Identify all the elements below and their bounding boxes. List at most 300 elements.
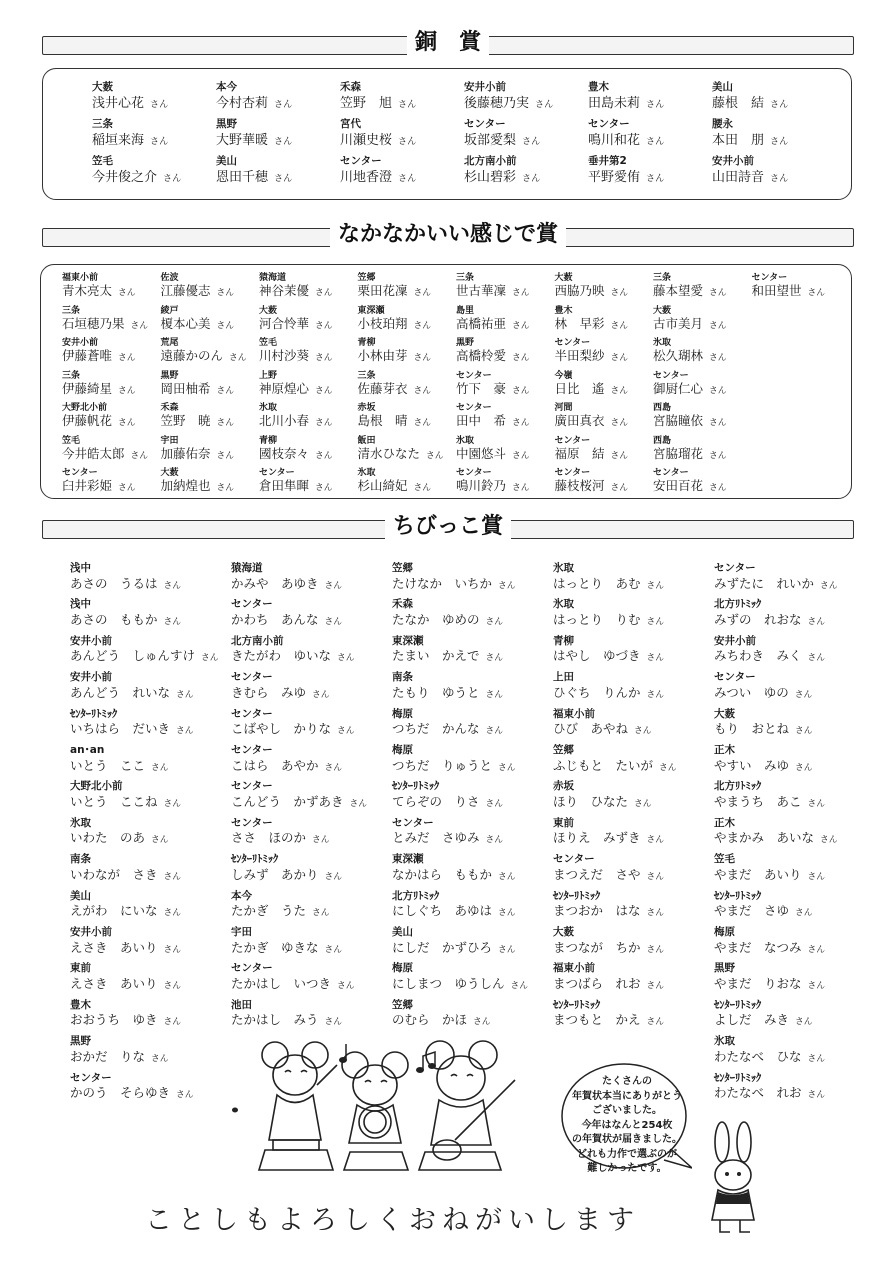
winner-name: かわち あんな さん — [231, 611, 343, 627]
nakanaka-entry — [555, 339, 629, 363]
winner-name: まつばら れお さん — [553, 975, 665, 991]
nakanaka-entry — [358, 274, 432, 298]
winner-name: 藤枝桜河 さん — [554, 478, 629, 493]
winner-name: 神原煌心 さん — [259, 380, 333, 396]
school-name: センター — [464, 118, 506, 130]
winner-name: 竹下 豪 さん — [456, 380, 530, 396]
chibikko-entry — [714, 709, 813, 736]
winner-name: 松久瑚林 さん — [653, 348, 727, 363]
honorific: さん — [216, 385, 235, 396]
honorific: さん — [274, 173, 293, 184]
school-name: 大野北小前 — [62, 403, 108, 413]
winner-name: とみだ さゆみ さん — [392, 830, 504, 846]
school-name: 禾森 — [160, 403, 179, 413]
nakanaka-entry — [259, 437, 333, 461]
school-name: 三条 — [92, 118, 113, 130]
winner-name: やすい みゆ さん — [714, 757, 813, 773]
honorific: さん — [646, 1017, 665, 1028]
honorific: さん — [413, 483, 432, 493]
honorific: さん — [512, 288, 530, 298]
winner-name: 林 早彩 さん — [554, 315, 629, 331]
chibikko-entry — [70, 599, 181, 626]
winner-name: 北川小春 さん — [259, 413, 333, 428]
nakanaka-entry — [161, 307, 235, 331]
honorific: さん — [324, 1017, 343, 1028]
honorific: さん — [163, 980, 182, 991]
bronze-entry — [464, 156, 540, 184]
winner-name: 石垣穂乃果 さん — [62, 315, 149, 331]
winner-name: わたなべ ひな さん — [714, 1048, 826, 1064]
bronze-entry — [340, 119, 416, 147]
winner-name: 鳴川鈴乃 さん — [456, 478, 530, 493]
chibikko-entry — [392, 599, 503, 626]
winner-name: 半田梨紗 さん — [554, 348, 629, 363]
honorific: さん — [315, 320, 333, 331]
honorific: さん — [324, 616, 343, 627]
honorific: さん — [795, 762, 813, 773]
winner-name: 平野愛侑 さん — [588, 169, 665, 185]
chibikko-entry — [714, 854, 825, 881]
honorific: さん — [807, 653, 826, 664]
school-name: センター — [392, 816, 434, 829]
school-name: センター — [653, 370, 689, 381]
chibikko-entry — [714, 672, 812, 699]
bronze-entry — [340, 156, 416, 184]
school-name: 綾戸 — [160, 305, 179, 316]
school-name: 猿海道 — [259, 273, 287, 283]
school-name: センター — [70, 1071, 112, 1084]
bronze-entry — [340, 82, 416, 110]
honorific: さん — [807, 980, 826, 991]
winner-name: みずたに れいか さん — [714, 575, 838, 591]
chibikko-entry — [70, 636, 219, 663]
honorific: さん — [163, 1017, 182, 1028]
winner-name: ほりえ みずき さん — [553, 830, 665, 846]
nakanaka-entry — [62, 339, 136, 363]
winner-name: 加納煌也 さん — [160, 478, 235, 493]
nakanaka-entry — [161, 469, 235, 493]
nakanaka-entry — [161, 404, 235, 428]
chibikko-entry — [70, 927, 181, 954]
chibikko-entry — [70, 1073, 194, 1100]
chibikko-entry — [714, 1036, 825, 1063]
winner-name: 清水ひなた さん — [357, 445, 444, 461]
honorific: さん — [216, 450, 235, 461]
honorific: さん — [807, 1090, 826, 1101]
nakanaka-entry — [555, 404, 629, 428]
winner-name: 御厨仁心 さん — [653, 380, 727, 396]
winner-name: 廣田真衣 さん — [554, 413, 629, 428]
school-name: 青柳 — [357, 338, 376, 348]
honorific: さん — [312, 835, 330, 846]
school-name: 池田 — [231, 998, 252, 1011]
winner-name: かのう そらゆき さん — [70, 1085, 194, 1101]
winner-name: 和田望世 さん — [751, 283, 826, 298]
school-name: 西島 — [653, 435, 672, 446]
honorific: さん — [163, 944, 182, 955]
chibikko-entry — [70, 818, 169, 845]
winner-name: 高橋祐亜 さん — [456, 315, 530, 331]
school-name: 豊木 — [554, 305, 573, 316]
chibikko-entry — [231, 636, 355, 663]
winner-name: まつもと かえ さん — [553, 1012, 665, 1028]
honorific: さん — [512, 418, 530, 428]
winner-name: 遠藤かのん さん — [160, 348, 247, 363]
nakanaka-entry — [62, 372, 136, 396]
bronze-entry — [588, 156, 664, 184]
bronze-entry — [92, 82, 168, 110]
nakanaka-entry — [358, 372, 432, 396]
winner-name: ふじもと たいが さん — [553, 757, 677, 773]
school-name: センター — [231, 707, 273, 720]
winner-name: 日比 遙 さん — [554, 380, 629, 396]
winner-name: 大野華暖 さん — [216, 132, 293, 148]
school-name: 氷取 — [653, 338, 672, 348]
school-name: センター — [554, 435, 591, 446]
school-name: センター — [231, 780, 273, 793]
winner-name: 榎本心美 さん — [160, 315, 235, 331]
honorific: さん — [337, 726, 355, 737]
school-name: 垂井第2 — [588, 155, 627, 167]
winner-name: えがわ にいな さん — [70, 903, 182, 919]
chibikko-entry — [714, 599, 825, 626]
winner-name: あんどう しゅんすけ さん — [70, 648, 219, 664]
honorific: さん — [315, 385, 333, 396]
winner-name: にしまつ ゆうしん さん — [392, 975, 529, 991]
honorific: さん — [163, 580, 182, 591]
winner-name: 伊藤帆花 さん — [62, 413, 136, 428]
school-name: センター — [231, 816, 273, 829]
chibikko-header-bar — [42, 514, 854, 539]
winner-name: 本田 朋 さん — [712, 132, 789, 148]
school-name: センター — [751, 273, 788, 283]
honorific: さん — [485, 689, 504, 700]
school-name: 安井小前 — [70, 634, 112, 647]
winner-name: たかぎ ゆきな さん — [231, 939, 343, 955]
school-name: 浅中 — [70, 598, 91, 611]
honorific: さん — [398, 173, 417, 184]
chibikko-entry — [714, 1073, 825, 1100]
bronze-entry — [92, 156, 181, 184]
winner-name: 杉山綺妃 さん — [357, 478, 432, 493]
chibikko-entry — [553, 818, 664, 845]
nakanaka-entry — [555, 274, 629, 298]
winner-name: やまだ あいり さん — [714, 866, 826, 882]
chibikko-entry — [553, 854, 664, 881]
honorific: さん — [413, 353, 432, 363]
winner-name: 國枝奈々 さん — [259, 445, 333, 461]
honorific: さん — [312, 908, 330, 919]
school-name: 大薮 — [554, 273, 573, 283]
school-name: センター — [231, 744, 273, 756]
bronze-entry — [216, 156, 292, 184]
winner-name: こばやし かりな さん — [231, 721, 355, 737]
winner-name: わたなべ れお さん — [714, 1085, 826, 1101]
honorific: さん — [646, 908, 665, 919]
winner-name: たかはし いつき さん — [231, 975, 355, 991]
winner-name: きたがわ ゆいな さん — [231, 648, 355, 664]
winner-name: やまだ りおな さん — [714, 975, 826, 991]
school-name: センター — [714, 562, 756, 574]
nakanaka-entry — [456, 372, 530, 396]
nakanaka-entry — [62, 469, 136, 493]
winner-name: 藤根 結 さん — [712, 95, 789, 111]
winner-name: まつえだ さや さん — [553, 866, 665, 882]
school-name: 上田 — [553, 671, 574, 684]
school-name: ｾﾝﾀｰﾘﾄﾐｯｸ — [714, 1071, 762, 1084]
winner-name: みつい ゆの さん — [714, 684, 813, 700]
winner-name: 島根 晴 さん — [357, 413, 432, 428]
honorific: さん — [646, 616, 665, 627]
winner-name: 倉田隼暉 さん — [259, 478, 333, 493]
school-name: 黒野 — [714, 962, 735, 975]
winner-name: 栗田花凜 さん — [357, 283, 432, 298]
school-name: 浅中 — [70, 562, 91, 574]
honorific: さん — [807, 944, 826, 955]
honorific: さん — [709, 483, 727, 493]
winner-name: 杉山碧彩 さん — [464, 169, 541, 185]
honorific: さん — [485, 726, 504, 737]
nakanaka-entry — [161, 437, 235, 461]
winner-name: たまい かえで さん — [392, 648, 504, 664]
winner-name: 浅井心花 さん — [92, 95, 169, 111]
honorific: さん — [610, 353, 629, 363]
chibikko-entry — [714, 636, 825, 663]
honorific: さん — [807, 798, 826, 809]
chibikko-entry — [392, 672, 503, 699]
school-name: ｾﾝﾀｰﾘﾄﾐｯｸ — [714, 998, 762, 1011]
winner-name: 坂部愛梨 さん — [464, 132, 541, 148]
winner-name: 河合怜華 さん — [259, 315, 333, 331]
school-name: 氷取 — [70, 816, 91, 829]
honorific: さん — [659, 762, 677, 773]
school-name: 福東小前 — [553, 962, 595, 975]
winner-name: 田島未莉 さん — [588, 95, 665, 111]
school-name: 大薮 — [259, 305, 278, 316]
chibikko-entry — [553, 563, 664, 590]
nakanaka-entry — [62, 437, 148, 461]
nakanaka-entry — [358, 437, 444, 461]
honorific: さん — [646, 944, 665, 955]
winner-name: 青木亮太 さん — [62, 283, 136, 298]
school-name: 大野北小前 — [70, 780, 123, 793]
honorific: さん — [176, 689, 194, 700]
winner-name: みずの れおな さん — [714, 611, 826, 627]
school-name: 上野 — [259, 370, 278, 381]
honorific: さん — [498, 908, 516, 919]
school-name: 正木 — [714, 816, 735, 829]
winner-name: つちだ りゅうと さん — [392, 757, 516, 773]
school-name: 氷取 — [259, 403, 278, 413]
school-name: 笠毛 — [714, 853, 735, 866]
bronze-entry — [92, 119, 168, 147]
nakanaka-entry — [358, 339, 432, 363]
honorific: さん — [118, 353, 136, 363]
nakanaka-entry — [259, 274, 333, 298]
chibikko-entry — [553, 672, 664, 699]
winner-name: えさき あいり さん — [70, 975, 182, 991]
school-name: 東前 — [70, 962, 91, 975]
nakanaka-entry — [358, 404, 432, 428]
honorific: さん — [646, 689, 665, 700]
honorific: さん — [807, 288, 826, 298]
honorific: さん — [163, 798, 182, 809]
honorific: さん — [512, 450, 530, 461]
school-name: センター — [588, 118, 630, 130]
nakanaka-header-bar — [42, 222, 854, 247]
winner-name: 笠野 暁 さん — [160, 413, 235, 428]
honorific: さん — [770, 173, 789, 184]
winner-name: 今井俊之介 さん — [92, 169, 182, 185]
school-name: センター — [340, 155, 382, 167]
school-name: 笠毛 — [62, 435, 81, 446]
winner-name: 世古華凜 さん — [456, 283, 530, 298]
honorific: さん — [163, 871, 182, 882]
school-name: ｾﾝﾀｰﾘﾄﾐｯｸ — [714, 889, 762, 902]
winner-name: 臼井彩姫 さん — [62, 478, 136, 493]
school-name: センター — [456, 468, 492, 478]
school-name: 島里 — [456, 305, 475, 316]
school-name: センター — [231, 598, 273, 611]
school-name: 福東小前 — [553, 707, 595, 720]
honorific: さん — [795, 908, 813, 919]
honorific: さん — [150, 99, 169, 110]
nakanaka-entry — [259, 469, 333, 493]
nakanaka-entry — [62, 307, 148, 331]
school-name: ｾﾝﾀｰﾘﾄﾐｯｸ — [392, 780, 440, 793]
school-name: 北方ﾘﾄﾐｯｸ — [714, 780, 762, 793]
winner-name: はやし ゆづき さん — [553, 648, 665, 664]
honorific: さん — [610, 450, 629, 461]
school-name: 北方南小前 — [464, 155, 517, 167]
school-name: 豊木 — [588, 81, 609, 93]
school-name: 大薮 — [653, 305, 672, 316]
school-name: 美山 — [392, 926, 413, 938]
honorific: さん — [485, 835, 504, 846]
honorific: さん — [634, 726, 652, 737]
school-name: 本今 — [216, 81, 237, 93]
winner-name: たもり ゆうと さん — [392, 684, 504, 700]
school-name: 笠郷 — [392, 998, 413, 1011]
winner-name: やまうち あこ さん — [714, 793, 826, 809]
honorific: さん — [709, 418, 727, 428]
closing-message: ことしもよろしくおねがいします — [145, 1205, 640, 1236]
nakanaka-entry — [259, 307, 333, 331]
honorific: さん — [337, 980, 355, 991]
winner-name: 伊藤綺星 さん — [62, 380, 136, 396]
nakanaka-entry — [456, 469, 530, 493]
chibikko-entry — [714, 963, 825, 990]
chibikko-entry — [553, 709, 652, 736]
honorific: さん — [485, 616, 504, 627]
honorific: さん — [646, 980, 665, 991]
honorific: さん — [130, 320, 149, 331]
winner-name: 今井皓太郎 さん — [62, 445, 149, 461]
honorific: さん — [709, 320, 727, 331]
school-name: 安井小前 — [70, 671, 112, 684]
winner-name: 安田百花 さん — [653, 478, 727, 493]
school-name: 梅原 — [392, 744, 413, 756]
school-name: 梅原 — [392, 962, 413, 975]
nakanaka-entry — [62, 274, 136, 298]
honorific: さん — [795, 1017, 813, 1028]
honorific: さん — [315, 288, 333, 298]
school-name: 河間 — [554, 403, 573, 413]
honorific: さん — [201, 653, 219, 664]
honorific: さん — [646, 871, 665, 882]
winner-name: いとう ここね さん — [70, 793, 182, 809]
winner-name: 伊藤蒼唯 さん — [62, 348, 136, 363]
winner-name: あさの うるは さん — [70, 575, 182, 591]
bronze-entry — [464, 119, 540, 147]
winner-name: 川瀬史桜 さん — [340, 132, 417, 148]
school-name: センター — [231, 962, 273, 975]
school-name: 赤坂 — [357, 403, 376, 413]
winner-name: しみず あかり さん — [231, 866, 343, 882]
school-name: 禾森 — [340, 81, 361, 93]
honorific: さん — [610, 418, 629, 428]
winner-name: にしだ かずひろ さん — [392, 939, 516, 955]
honorific: さん — [498, 871, 516, 882]
school-name: 氷取 — [553, 562, 574, 574]
honorific: さん — [324, 580, 343, 591]
school-name: 猿海道 — [231, 562, 263, 574]
chibikko-entry — [392, 818, 503, 845]
winner-name: ひび あやね さん — [553, 721, 652, 737]
honorific: さん — [413, 385, 432, 396]
winner-name: 今村杏莉 さん — [216, 95, 293, 111]
honorific: さん — [634, 798, 652, 809]
chibikko-entry — [231, 709, 355, 736]
nakanaka-entry — [752, 274, 826, 298]
school-name: 氷取 — [357, 468, 376, 478]
winner-name: 田中 希 さん — [456, 413, 530, 428]
school-name: 荒尾 — [160, 338, 179, 348]
honorific: さん — [610, 385, 629, 396]
nakanaka-entry — [161, 372, 235, 396]
school-name: 美山 — [712, 81, 733, 93]
bronze-entry — [464, 82, 553, 110]
chibikko-entry — [392, 781, 503, 808]
rabbit-illustration — [700, 1120, 770, 1240]
honorific: さん — [709, 353, 727, 363]
school-name: 黒野 — [456, 338, 475, 348]
chibikko-entry — [553, 1000, 664, 1027]
nakanaka-entry — [653, 469, 727, 493]
chibikko-entry — [231, 854, 342, 881]
winner-name: あんどう れいな さん — [70, 684, 194, 700]
honorific: さん — [216, 483, 235, 493]
winner-name: いちはら だいき さん — [70, 721, 194, 737]
honorific: さん — [274, 99, 293, 110]
honorific: さん — [522, 136, 541, 147]
honorific: さん — [413, 288, 432, 298]
honorific: さん — [646, 580, 665, 591]
winner-name: 稲垣来海 さん — [92, 132, 169, 148]
nakanaka-entry — [653, 372, 727, 396]
school-name: 西島 — [653, 403, 672, 413]
honorific: さん — [216, 288, 235, 298]
honorific: さん — [426, 450, 444, 461]
winner-name: 小林由芽 さん — [357, 348, 432, 363]
honorific: さん — [337, 653, 355, 664]
honorific: さん — [176, 1090, 194, 1101]
chibikko-entry — [231, 963, 355, 990]
winner-name: 神谷茉優 さん — [259, 283, 333, 298]
winner-name: 鳴川和花 さん — [588, 132, 665, 148]
winner-name: はっとり りむ さん — [553, 611, 665, 627]
chibikko-entry — [392, 927, 516, 954]
